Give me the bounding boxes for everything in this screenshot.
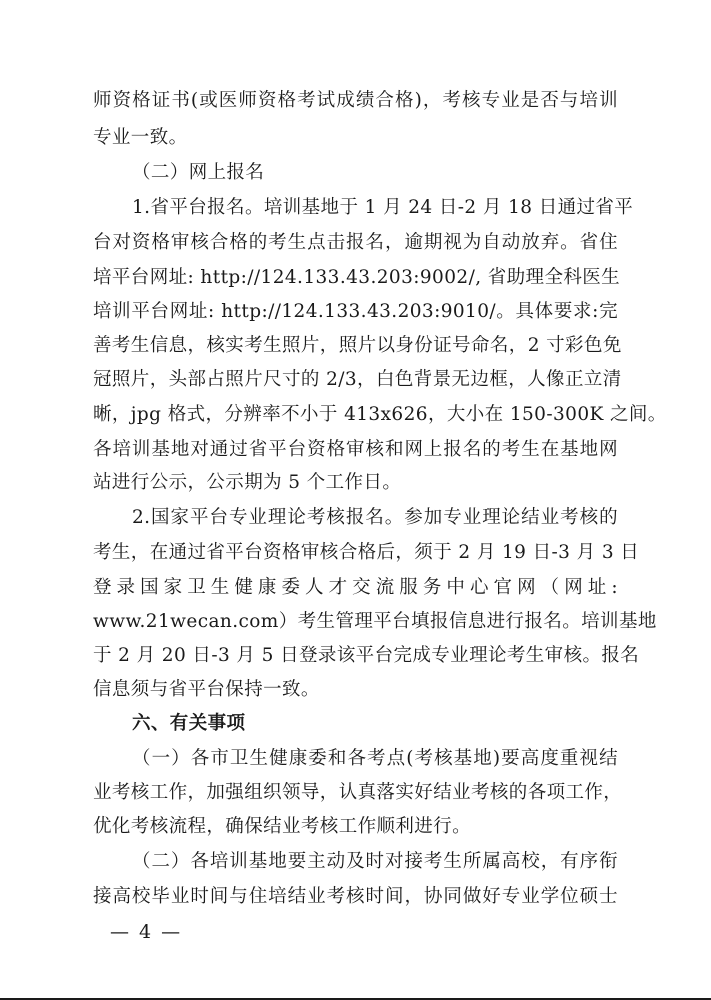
section-subheading: （二）网上报名	[132, 162, 265, 183]
paragraph-line: 师资格证书(或医师资格考试成绩合格)，考核专业是否与培训	[93, 90, 618, 111]
paragraph-line: 善考生信息，核实考生照片，照片以身份证号命名，2 寸彩色免	[93, 335, 622, 356]
paragraph-line: 晰，jpg 格式，分辨率不小于 413x626，大小在 150-300K 之间。	[93, 404, 667, 425]
paragraph-line: 登录国家卫生健康委人才交流服务中心官网（网址:	[93, 577, 618, 598]
paragraph-line: 于 2 月 20 日-3 月 5 日登录该平台完成专业理论考生审核。报名	[93, 645, 640, 666]
paragraph-line: 信息须与省平台保持一致。	[93, 679, 320, 700]
paragraph-line: （二）各培训基地要主动及时对接考生所属高校，有序衔	[132, 851, 618, 872]
paragraph-line: 站进行公示，公示期为 5 个工作日。	[93, 472, 402, 493]
section-heading: 六、有关事项	[132, 713, 246, 734]
paragraph-line: 台对资格审核合格的考生点击报名，逾期视为自动放弃。省住	[93, 232, 618, 253]
paragraph-line: 各培训基地对通过省平台资格审核和网上报名的考生在基地网	[93, 439, 618, 460]
page-number: — 4 —	[110, 921, 183, 943]
paragraph-line: 2.国家平台专业理论考核报名。参加专业理论结业考核的	[132, 507, 618, 528]
paragraph-line: 业考核工作，加强组织领导，认真落实好结业考核的各项工作，	[93, 782, 623, 803]
paragraph-line: 考生，在通过省平台资格审核合格后，须于 2 月 19 日-3 月 3 日	[93, 542, 640, 563]
paragraph-line: 1.省平台报名。培训基地于 1 月 24 日-2 月 18 日通过省平	[132, 197, 634, 218]
paragraph-line: 优化考核流程，确保结业考核工作顺利进行。	[93, 816, 472, 837]
paragraph-line: 培训平台网址: http://124.133.43.203:9010/。具体要求:完	[93, 301, 618, 322]
paragraph-line: 培平台网址: http://124.133.43.203:9002/, 省助理全科医生	[93, 267, 621, 288]
paragraph-line: （一）各市卫生健康委和各考点(考核基地)要高度重视结	[132, 748, 618, 769]
paragraph-line: 冠照片，头部占照片尺寸的 2/3，白色背景无边框，人像正立清	[93, 369, 622, 390]
paragraph-line: 接高校毕业时间与住培结业考核时间，协同做好专业学位硕士	[93, 886, 618, 907]
paragraph-line: 专业一致。	[93, 127, 188, 148]
paragraph-line: www.21wecan.com）考生管理平台填报信息进行报名。培训基地	[93, 611, 657, 632]
